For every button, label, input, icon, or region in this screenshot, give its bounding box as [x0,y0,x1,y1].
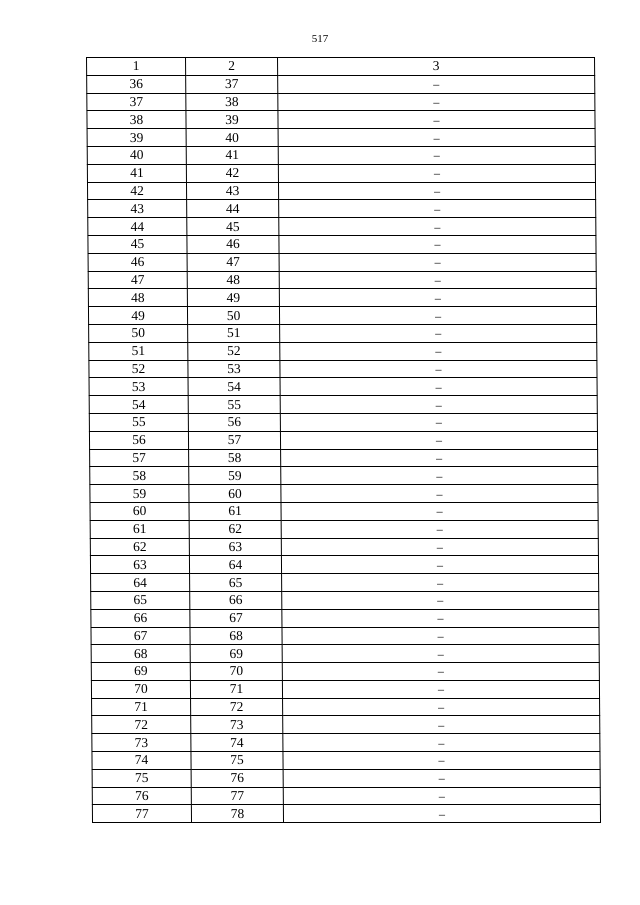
table-cell-col1: 52 [89,360,188,378]
table-cell-col1: 41 [87,164,186,182]
table-row [89,413,597,431]
table-cell-col3: – [282,645,599,663]
table-cell-col1: 37 [87,93,186,111]
table-cell-col2: 77 [191,787,283,805]
table-row [88,218,596,236]
table-container [86,57,600,823]
table-cell-col3: – [282,591,599,609]
table-cell-col3: – [282,663,599,681]
table-cell-col2: 65 [190,574,282,592]
table-row [89,431,597,449]
table-row [89,342,597,360]
table-row [89,378,597,396]
table-body [87,75,601,822]
table-cell-col1: 71 [92,698,191,716]
table-row [92,716,600,734]
table-cell-col1: 54 [89,396,188,414]
table-cell-col3: – [278,164,595,182]
table-cell-col2: 40 [186,129,278,147]
table-cell-col2: 53 [188,360,280,378]
table-row [88,235,596,253]
table-cell-col3: – [280,431,597,449]
table-cell-col1: 74 [92,752,191,770]
table-cell-col1: 60 [90,502,189,520]
table-cell-col2: 66 [190,591,282,609]
table-cell-col2: 55 [188,396,280,414]
table-cell-col3: – [279,253,596,271]
table-cell-col2: 52 [188,342,280,360]
table-cell-col3: – [281,485,598,503]
table-row [89,396,597,414]
table-cell-col1: 58 [90,467,189,485]
table-cell-col2: 74 [191,734,283,752]
table-cell-col1: 56 [89,431,188,449]
table-cell-col1: 64 [91,574,190,592]
table-row [87,111,595,129]
table-cell-col2: 61 [189,502,281,520]
table-cell-col3: – [281,449,598,467]
table-cell-col1: 40 [87,146,186,164]
table-row [88,289,596,307]
table-cell-col2: 50 [187,307,279,325]
table-row [91,645,599,663]
table-cell-col1: 45 [88,235,187,253]
table-cell-col2: 70 [190,663,282,681]
table-cell-col2: 71 [190,680,282,698]
table-row [90,556,598,574]
table-cell-col3: – [282,680,599,698]
table-row [90,449,598,467]
table-cell-col1: 57 [90,449,189,467]
table-cell-col3: – [279,271,596,289]
table-row [89,360,597,378]
table-row [87,129,595,147]
table-row [89,324,597,342]
table-cell-col1: 55 [89,413,188,431]
table-cell-col3: – [283,769,600,787]
table-cell-col3: – [280,360,597,378]
table-cell-col1: 77 [92,805,191,823]
table-row [87,75,595,93]
table-cell-col1: 42 [87,182,186,200]
table-cell-col1: 39 [87,129,186,147]
table-cell-col2: 41 [186,146,278,164]
table-cell-col1: 72 [92,716,191,734]
table-cell-col3: – [278,182,595,200]
table-cell-col2: 44 [187,200,279,218]
table-cell-col2: 37 [186,75,278,93]
table-cell-col2: 39 [186,111,278,129]
table-cell-col2: 76 [191,769,283,787]
table-cell-col1: 75 [92,769,191,787]
data-table [86,57,601,823]
table-cell-col1: 67 [91,627,190,645]
table-row [90,467,598,485]
table-cell-col2: 49 [187,289,279,307]
table-cell-col1: 59 [90,485,189,503]
table-row [91,680,599,698]
table-cell-col1: 43 [88,200,187,218]
table-cell-col1: 48 [88,289,187,307]
table-row [87,146,595,164]
table-row [88,200,596,218]
table-cell-col1: 44 [88,218,187,236]
table-cell-col2: 42 [186,164,278,182]
table-cell-col2: 68 [190,627,282,645]
table-cell-col3: – [280,413,597,431]
table-row [92,698,600,716]
table-cell-col2: 64 [189,556,281,574]
table-row [92,805,600,823]
table-cell-col1: 62 [90,538,189,556]
table-cell-col3: – [278,93,595,111]
table-cell-col3: – [279,289,596,307]
table-cell-col3: – [278,111,595,129]
table-row [88,253,596,271]
header-cell-3: 3 [278,58,595,76]
header-row [87,58,595,76]
table-cell-col2: 57 [188,431,280,449]
table-cell-col2: 73 [191,716,283,734]
table-row [90,538,598,556]
table-cell-col1: 36 [87,75,186,93]
table-cell-col1: 46 [88,253,187,271]
table-cell-col2: 60 [189,485,281,503]
table-cell-col2: 46 [187,235,279,253]
table-cell-col3: – [283,734,600,752]
table-cell-col1: 63 [90,556,189,574]
table-cell-col2: 59 [189,467,281,485]
table-cell-col1: 38 [87,111,186,129]
table-cell-col3: – [281,556,598,574]
table-cell-col3: – [281,538,598,556]
table-row [92,787,600,805]
table-cell-col3: – [279,218,596,236]
table-cell-col3: – [283,716,600,734]
table-cell-col2: 62 [189,520,281,538]
table-cell-col3: – [278,129,595,147]
table-cell-col3: – [283,752,600,770]
table-cell-col1: 70 [91,680,190,698]
table-cell-col2: 78 [191,805,283,823]
page-number: 517 [311,33,329,45]
table-cell-col1: 49 [88,307,187,325]
table-cell-col2: 45 [187,218,279,236]
table-cell-col1: 51 [89,342,188,360]
table-cell-col2: 63 [189,538,281,556]
table-cell-col3: – [282,627,599,645]
table-cell-col3: – [278,75,595,93]
table-cell-col1: 68 [91,645,190,663]
table-cell-col1: 47 [88,271,187,289]
table-cell-col3: – [281,502,598,520]
table-row [87,93,595,111]
table-cell-col2: 67 [190,609,282,627]
table-cell-col2: 38 [186,93,278,111]
table-cell-col3: – [279,307,596,325]
table-cell-col2: 56 [188,413,280,431]
table-cell-col2: 47 [187,253,279,271]
table-cell-col3: – [280,378,597,396]
table-cell-col3: – [280,396,597,414]
table-cell-col3: – [282,574,599,592]
table-row [90,485,598,503]
table-cell-col3: – [283,787,600,805]
table-cell-col3: – [279,200,596,218]
table-cell-col1: 76 [92,787,191,805]
table-cell-col3: – [283,805,600,823]
table-cell-col1: 61 [90,520,189,538]
table-row [90,520,598,538]
table-cell-col1: 69 [91,663,190,681]
table-row [87,182,595,200]
table-cell-col3: – [279,235,596,253]
table-cell-col2: 54 [188,378,280,396]
table-cell-col1: 50 [89,324,188,342]
table-cell-col2: 75 [191,752,283,770]
table-row [87,164,595,182]
table-cell-col1: 66 [91,609,190,627]
table-cell-col3: – [283,698,600,716]
table-cell-col3: – [282,609,599,627]
table-row [90,502,598,520]
table-row [88,271,596,289]
table-row [92,734,600,752]
table-cell-col2: 58 [189,449,281,467]
table-row [91,663,599,681]
table-cell-col3: – [280,342,597,360]
table-row [91,574,599,592]
header-cell-1: 1 [87,58,186,76]
header-cell-2: 2 [186,58,278,76]
table-row [92,752,600,770]
table-cell-col2: 43 [186,182,278,200]
table-cell-col1: 53 [89,378,188,396]
table-cell-col2: 69 [190,645,282,663]
table-row [92,769,600,787]
table-cell-col1: 65 [91,591,190,609]
table-cell-col3: – [278,146,595,164]
table-cell-col3: – [281,467,598,485]
table-cell-col2: 51 [188,324,280,342]
table-cell-col3: – [281,520,598,538]
table-cell-col2: 72 [191,698,283,716]
table-cell-col2: 48 [187,271,279,289]
table-cell-col1: 73 [92,734,191,752]
table-cell-col3: – [280,324,597,342]
table-row [91,609,599,627]
table-row [91,591,599,609]
table-row [88,307,596,325]
table-row [91,627,599,645]
